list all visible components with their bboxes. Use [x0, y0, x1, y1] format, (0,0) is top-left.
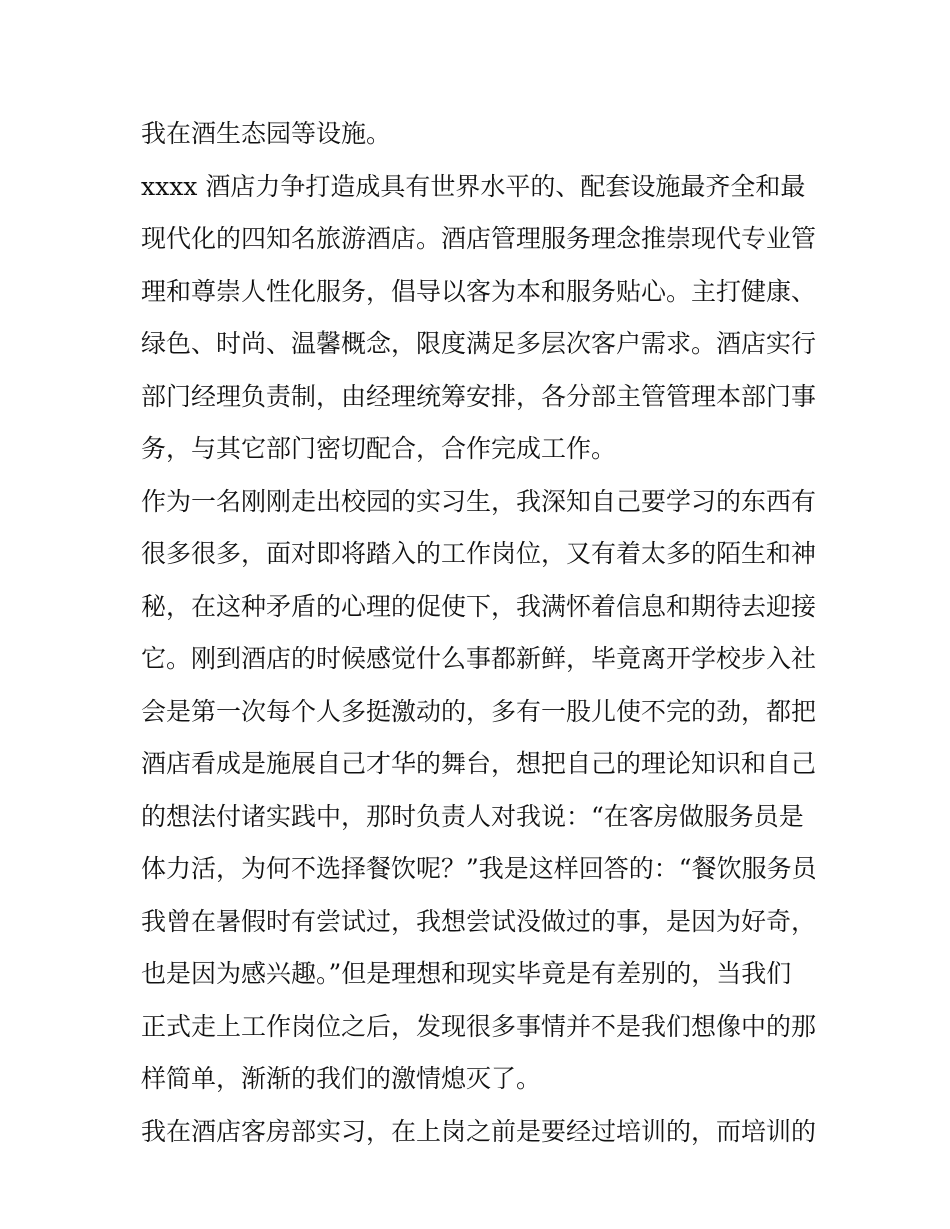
- text-line: 正式走上工作岗位之后，发现很多事情并不是我们想像中的那: [141, 1011, 817, 1041]
- text-line: 作为一名刚刚走出校园的实习生，我深知自己要学习的东西有: [141, 486, 817, 516]
- text-line: xxxx 酒店力争打造成具有世界水平的、配套设施最齐全和最: [141, 171, 806, 201]
- text-line: 理和尊崇人性化服务，倡导以客为本和服务贴心。主打健康、: [141, 276, 817, 306]
- text-line: 务，与其它部门密切配合，合作完成工作。: [141, 434, 617, 463]
- text-line: 现代化的四知名旅游酒店。酒店管理服务理念推崇现代专业管: [141, 224, 817, 253]
- text-line: 我在酒生态园等设施。: [141, 119, 392, 148]
- text-line: 我曾在暑假时有尝试过，我想尝试没做过的事，是因为好奇，: [141, 906, 817, 936]
- text-line: 酒店看成是施展自己才华的舞台，想把自己的理论知识和自己: [141, 749, 817, 778]
- text-line: 体力活，为何不选择餐饮呢？”我是这样回答的：“餐饮服务员: [141, 854, 817, 883]
- text-line: 我在酒店客房部实习，在上岗之前是要经过培训的，而培训的: [141, 1116, 817, 1146]
- document-body: [141, 108, 821, 1158]
- text-line: 绿色、时尚、温馨概念，限度满足多层次客户需求。酒店实行: [141, 329, 817, 358]
- text-line: 部门经理负责制，由经理统筹安排，各分部主管管理本部门事: [141, 381, 817, 411]
- text-line: 也是因为感兴趣。”但是理想和现实毕竟是有差别的，当我们: [141, 959, 792, 988]
- text-line: 秘，在这种矛盾的心理的促使下，我满怀着信息和期待去迎接: [141, 591, 817, 621]
- text-line: 的想法付诸实践中，那时负责人对我说：“在客房做服务员是: [141, 801, 804, 831]
- text-line: 它。刚到酒店的时候感觉什么事都新鲜，毕竟离开学校步入社: [141, 644, 817, 673]
- text-line: 样简单，渐渐的我们的激情熄灭了。: [141, 1064, 542, 1093]
- text-line: 很多很多，面对即将踏入的工作岗位，又有着太多的陌生和神: [141, 539, 817, 568]
- text-line: 会是第一次每个人多挺激动的，多有一股儿使不完的劲，都把: [141, 696, 817, 726]
